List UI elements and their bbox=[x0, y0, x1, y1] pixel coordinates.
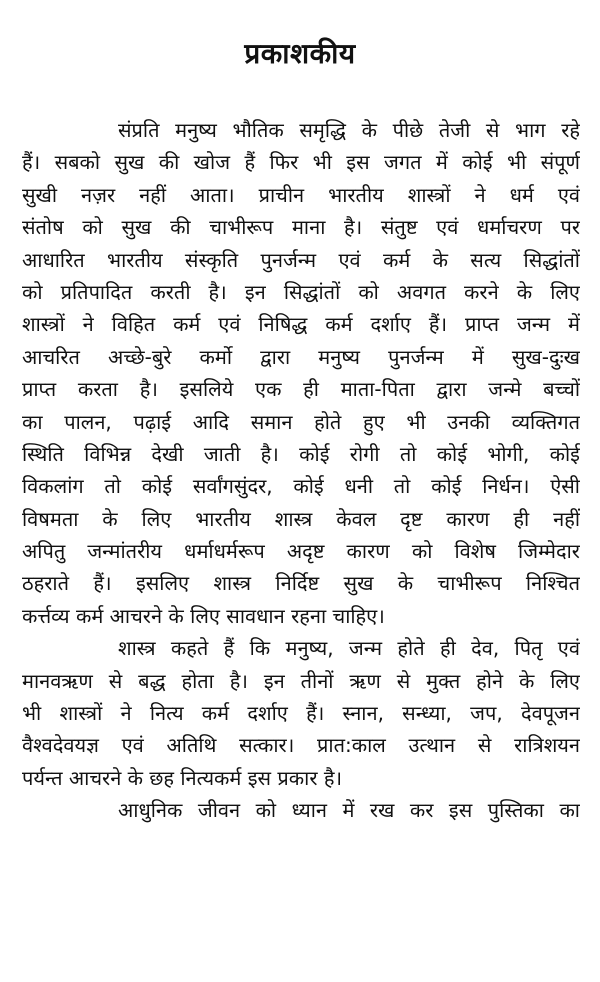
text-line: संतोष को सुख की चाभीरूप माना है। संतुष्ट एवं धर्माचरण पर bbox=[22, 215, 580, 240]
text-line: विकलांग तो कोई सर्वांगसुंदर, कोई धनी तो कोई निर्धन। ऐसी bbox=[22, 474, 580, 499]
text-line: सुखी नज़र नहीं आता। प्राचीन भारतीय शास्त्रों ने धर्म एवं bbox=[22, 182, 580, 207]
body-text bbox=[22, 114, 580, 827]
text-line: शास्त्र कहते हैं कि मनुष्य, जन्म होते ही देव, पितृ एवं bbox=[118, 636, 580, 661]
text-line: को प्रतिपादित करती है। इन सिद्धांतों को अवगत करने के लिए bbox=[22, 279, 580, 304]
page-title: प्रकाशकीय bbox=[244, 37, 356, 70]
text-line: विषमता के लिए भारतीय शास्त्र केवल दृष्ट कारण ही नहीं bbox=[22, 506, 580, 531]
text-line: संप्रति मनुष्य भौतिक समृद्धि के पीछे तेजी से भाग रहे bbox=[118, 118, 580, 142]
text-line: वैश्वदेवयज्ञ एवं अतिथि सत्कार। प्रात:काल उत्थान से रात्रिशयन bbox=[22, 733, 580, 758]
text-line: प्राप्त करता है। इसलिये एक ही माता-पिता द्वारा जन्मे बच्चों bbox=[22, 377, 580, 402]
text-line: हैं। सबको सुख की खोज हैं फिर भी इस जगत में कोई भी संपूर्ण bbox=[22, 150, 580, 175]
text-line: शास्त्रों ने विहित कर्म एवं निषिद्ध कर्म दर्शाए हैं। प्राप्त जन्म में bbox=[22, 312, 580, 337]
text-line: स्थिति विभिन्न देखी जाती है। कोई रोगी तो कोई भोगी, कोई bbox=[22, 441, 580, 466]
text-line: ठहराते हैं। इसलिए शास्त्र निर्दिष्ट सुख के चाभीरूप निश्चित bbox=[22, 571, 580, 596]
text-line: आधुनिक जीवन को ध्यान में रख कर इस पुस्तिका का bbox=[118, 798, 580, 823]
text-line: कर्त्तव्य कर्म आचरने के लिए सावधान रहना चाहिए। bbox=[22, 603, 385, 628]
text-line: आचरित अच्छे-बुरे कर्मो द्वारा मनुष्य पुनर्जन्म में सुख-दुःख bbox=[22, 344, 580, 369]
text-line: का पालन, पढ़ाई आदि समान होते हुए भी उनकी व्यक्तिगत bbox=[22, 409, 580, 434]
text-line: आधारित भारतीय संस्कृति पुनर्जन्म एवं कर्म के सत्य सिद्धांतों bbox=[22, 247, 580, 272]
text-line: मानवऋण से बद्ध होता है। इन तीनों ऋण से मुक्त होने के लिए bbox=[22, 668, 580, 693]
text-line: भी शास्त्रों ने नित्य कर्म दर्शाए हैं। स्नान, सन्ध्या, जप, देवपूजन bbox=[22, 701, 580, 726]
text-line: अपितु जन्मांतरीय धर्माधर्मरूप अदृष्ट कारण को विशेष जिम्मेदार bbox=[22, 539, 580, 564]
text-line: पर्यन्त आचरने के छह नित्यकर्म इस प्रकार है। bbox=[22, 765, 343, 790]
